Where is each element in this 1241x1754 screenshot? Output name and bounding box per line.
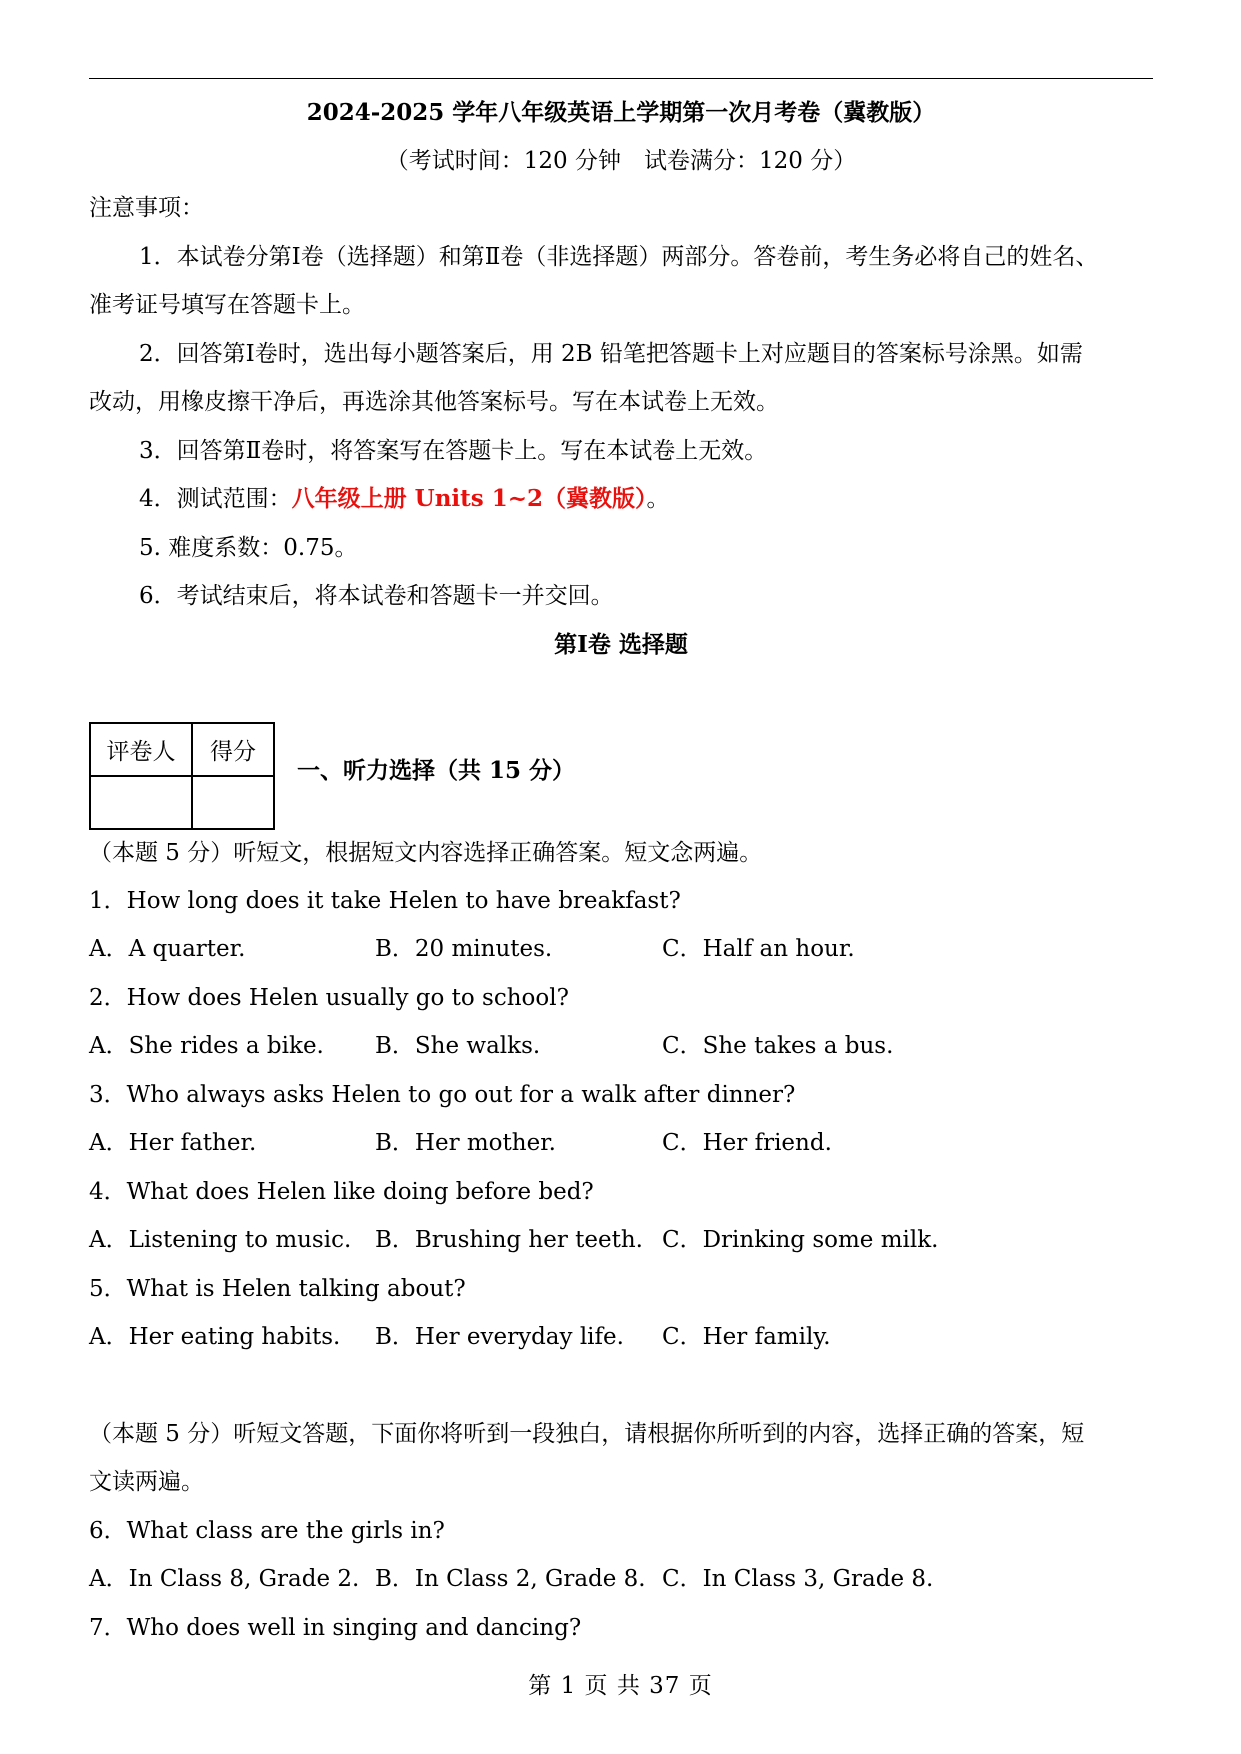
- question-7: 7．Who does well in singing and dancing?: [89, 1615, 582, 1641]
- q3-option-b: B．Her mother.: [375, 1130, 556, 1156]
- instruction-2-line-1: （本题 5 分）听短文答题，下面你将听到一段独白，请根据你所听到的内容，选择正确的答案，短: [89, 1421, 1085, 1447]
- score-header: 得分: [192, 723, 274, 776]
- exam-info: （考试时间：120 分钟 试卷满分：120 分）: [385, 148, 857, 174]
- note-item-4-prefix: 4．测试范围：: [139, 486, 292, 512]
- note-item-5: 5. 难度系数：0.75。: [139, 535, 358, 561]
- q6-option-b: B．In Class 2, Grade 8.: [375, 1566, 646, 1592]
- q6-option-c: C．In Class 3, Grade 8.: [662, 1566, 934, 1592]
- note-item-1-line-2: 准考证号填写在答题卡上。: [89, 292, 365, 318]
- q1-option-c: C．Half an hour.: [662, 936, 855, 962]
- question-5: 5．What is Helen talking about?: [89, 1276, 466, 1302]
- q1-option-b: B．20 minutes.: [375, 936, 553, 962]
- q4-option-a: A．Listening to music.: [89, 1227, 352, 1253]
- note-item-1-line-1: 1．本试卷分第Ⅰ卷（选择题）和第Ⅱ卷（非选择题）两部分。答卷前，考生务必将自己的姓名、: [139, 244, 1099, 270]
- instruction-1: （本题 5 分）听短文，根据短文内容选择正确答案。短文念两遍。: [89, 840, 763, 866]
- test-range: 八年级上册 Units 1~2（冀教版）: [291, 485, 647, 512]
- page-footer: 第 1 页 共 37 页: [528, 1673, 713, 1699]
- note-item-2-line-1: 2．回答第Ⅰ卷时，选出每小题答案后，用 2B 铅笔把答题卡上对应题目的答案标号涂黑。如需: [139, 341, 1083, 367]
- grader-cell: [90, 776, 192, 829]
- q3-option-c: C．Her friend.: [662, 1130, 832, 1156]
- question-6: 6．What class are the girls in?: [89, 1518, 445, 1544]
- q4-option-b: B．Brushing her teeth.: [375, 1227, 643, 1253]
- q6-option-a: A．In Class 8, Grade 2.: [89, 1566, 360, 1592]
- note-item-2-line-2: 改动，用橡皮擦干净后，再选涂其他答案标号。写在本试卷上无效。: [89, 389, 779, 415]
- part-1-heading: 第Ⅰ卷 选择题: [554, 631, 688, 658]
- q5-option-b: B．Her everyday life.: [375, 1324, 624, 1350]
- q3-option-a: A．Her father.: [89, 1130, 257, 1156]
- q2-option-b: B．She walks.: [375, 1033, 541, 1059]
- exam-title: 2024-2025 学年八年级英语上学期第一次月考卷（冀教版）: [306, 99, 936, 126]
- question-3: 3．Who always asks Helen to go out for a walk after dinner?: [89, 1082, 796, 1108]
- question-4: 4．What does Helen like doing before bed?: [89, 1179, 594, 1205]
- q1-option-a: A．A quarter.: [89, 936, 246, 962]
- notes-heading: 注意事项：: [89, 195, 204, 221]
- q5-option-a: A．Her eating habits.: [89, 1324, 341, 1350]
- note-item-4-suffix: 。: [646, 486, 670, 512]
- score-cell: [192, 776, 274, 829]
- question-1: 1．How long does it take Helen to have breakfast?: [89, 888, 681, 914]
- note-item-6: 6．考试结束后，将本试卷和答题卡一并交回。: [139, 583, 614, 609]
- header-rule: [89, 78, 1153, 79]
- note-item-3: 3．回答第Ⅱ卷时，将答案写在答题卡上。写在本试卷上无效。: [139, 438, 768, 464]
- section-1-title: 一、听力选择（共 15 分）: [297, 757, 576, 784]
- question-2: 2．How does Helen usually go to school?: [89, 985, 569, 1011]
- q2-option-a: A．She rides a bike.: [89, 1033, 324, 1059]
- note-item-4: [139, 484, 670, 514]
- q4-option-c: C．Drinking some milk.: [662, 1227, 939, 1253]
- grader-score-table: [89, 722, 275, 830]
- instruction-2-line-2: 文读两遍。: [89, 1469, 204, 1495]
- q5-option-c: C．Her family.: [662, 1324, 831, 1350]
- grader-header: 评卷人: [90, 723, 192, 776]
- q2-option-c: C．She takes a bus.: [662, 1033, 894, 1059]
